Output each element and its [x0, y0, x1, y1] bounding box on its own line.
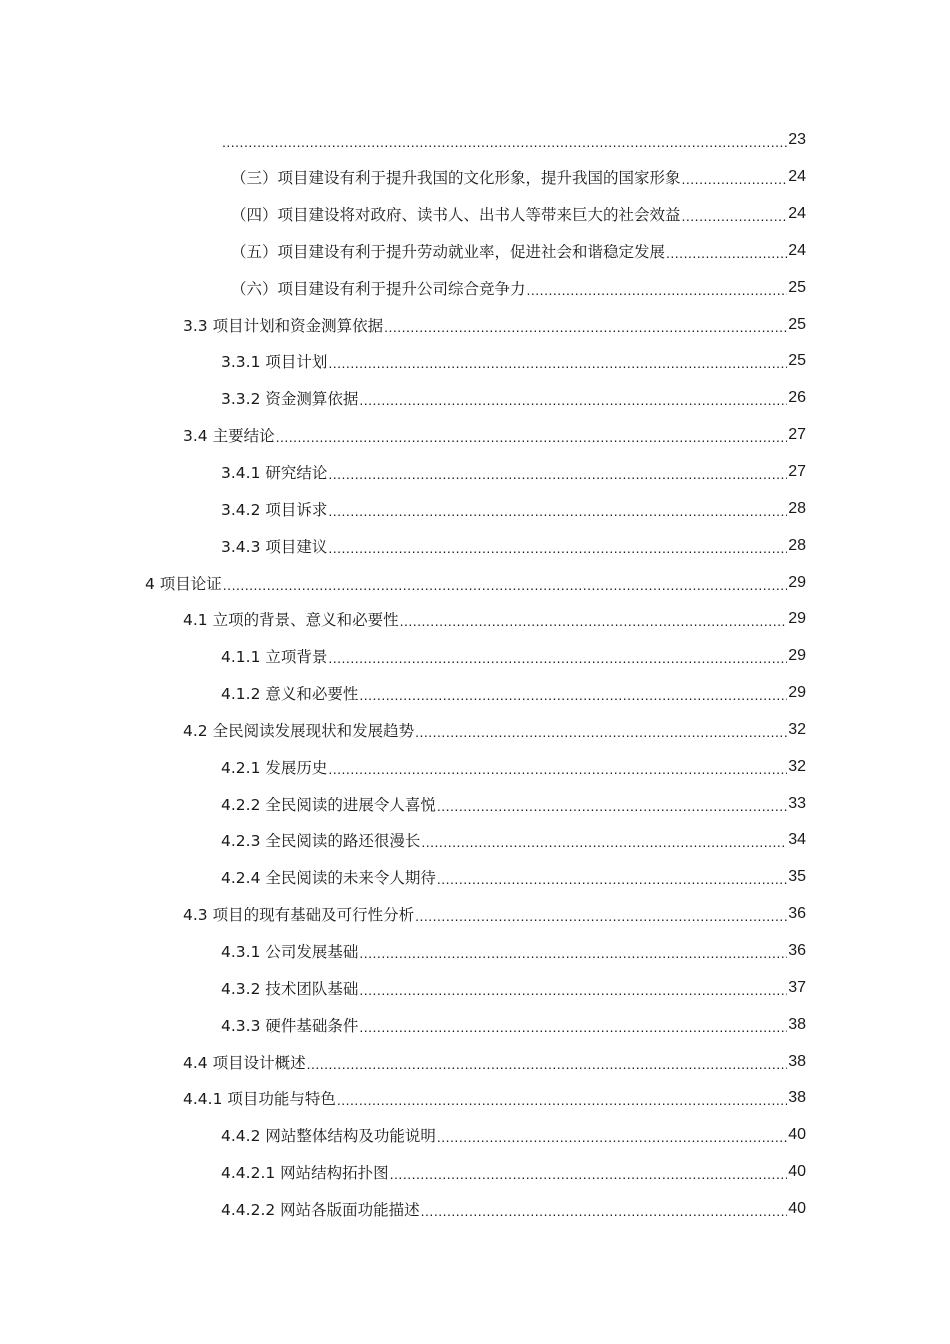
toc-page-number: 25 — [788, 352, 806, 370]
toc-entry[interactable] — [0, 122, 950, 159]
toc-entry-title: 4.1 立项的背景、意义和必要性 — [183, 611, 399, 630]
toc-dot-leader — [223, 577, 787, 593]
toc-entry-title: 4.1.1 立项背景 — [221, 648, 328, 667]
toc-entry[interactable] — [0, 896, 950, 933]
toc-entry-title: 4.4.2.2 网站各版面功能描述 — [221, 1200, 420, 1219]
toc-entry[interactable] — [0, 490, 950, 527]
toc-dot-leader — [421, 834, 787, 850]
toc-entry-title: 4.4.1 项目功能与特色 — [183, 1090, 336, 1109]
toc-dot-leader — [390, 1166, 787, 1182]
toc-page-number: 24 — [788, 168, 806, 186]
toc-dot-leader — [359, 687, 787, 703]
toc-dot-leader — [328, 355, 787, 371]
toc-page-number: 24 — [788, 241, 806, 259]
toc-entry-title: 3.3.1 项目计划 — [221, 353, 328, 372]
toc-entry[interactable] — [0, 933, 950, 970]
toc-page-number: 32 — [788, 720, 806, 738]
toc-page-number: 38 — [788, 1015, 806, 1033]
toc-dot-leader — [682, 171, 787, 187]
toc-entry[interactable] — [0, 822, 950, 859]
toc-entry-title: 3.4 主要结论 — [183, 427, 275, 446]
toc-dot-leader — [359, 945, 787, 961]
toc-dot-leader — [437, 1129, 787, 1145]
toc-entry[interactable] — [0, 233, 950, 270]
toc-dot-leader — [666, 245, 787, 261]
toc-dot-leader — [307, 1056, 787, 1072]
toc-page-number: 28 — [788, 536, 806, 554]
toc-entry[interactable] — [0, 527, 950, 564]
toc-entry-title: 4.2.4 全民阅读的未来令人期待 — [221, 869, 436, 888]
toc-page-number: 37 — [788, 978, 806, 996]
toc-page-number: 32 — [788, 757, 806, 775]
toc-page-number: 27 — [788, 463, 806, 481]
toc-page-number: 27 — [788, 426, 806, 444]
toc-entry-title: （三）项目建设有利于提升我国的文化形象，提升我国的国家形象 — [231, 169, 681, 188]
table-of-contents — [0, 122, 950, 1227]
toc-entry-title: 3.4.3 项目建议 — [221, 537, 328, 556]
toc-dot-leader — [415, 724, 787, 740]
toc-entry-title: 3.4.2 项目诉求 — [221, 500, 328, 519]
toc-page-number: 25 — [788, 315, 806, 333]
toc-entry[interactable] — [0, 1117, 950, 1154]
toc-page-number: 35 — [788, 868, 806, 886]
toc-entry[interactable] — [0, 638, 950, 675]
toc-entry-title: 4.4 项目设计概述 — [183, 1053, 306, 1072]
toc-page-number: 29 — [788, 684, 806, 702]
toc-dot-leader — [682, 208, 787, 224]
toc-page-number: 36 — [788, 941, 806, 959]
toc-entry[interactable] — [0, 1190, 950, 1227]
toc-dot-leader — [359, 982, 787, 998]
toc-entry[interactable] — [0, 1006, 950, 1043]
toc-entry-title: 4.3 项目的现有基础及可行性分析 — [183, 906, 415, 925]
toc-page-number: 25 — [788, 278, 806, 296]
toc-dot-leader — [437, 871, 787, 887]
toc-page-number: 40 — [788, 1163, 806, 1181]
toc-dot-leader — [222, 134, 787, 150]
toc-entry-title: 4.2.2 全民阅读的进展令人喜悦 — [221, 795, 436, 814]
toc-entry[interactable] — [0, 859, 950, 896]
toc-entry-title: 4.3.3 硬件基础条件 — [221, 1016, 359, 1035]
toc-entry-title: 3.3 项目计划和资金测算依据 — [183, 316, 384, 335]
toc-page-number: 38 — [788, 1089, 806, 1107]
toc-page-number: 24 — [788, 205, 806, 223]
toc-entry-title: 4.4.2 网站整体结构及功能说明 — [221, 1127, 436, 1146]
toc-page-number: 34 — [788, 831, 806, 849]
toc-entry[interactable] — [0, 454, 950, 491]
toc-entry[interactable] — [0, 417, 950, 454]
toc-entry-title: 4.3.2 技术团队基础 — [221, 979, 359, 998]
toc-dot-leader — [527, 282, 787, 298]
toc-entry-title: 4.2.3 全民阅读的路还很漫长 — [221, 832, 421, 851]
toc-entry-title: 4.4.2.1 网站结构拓扑图 — [221, 1164, 389, 1183]
toc-dot-leader — [328, 503, 787, 519]
toc-entry-title: 3.4.1 研究结论 — [221, 464, 328, 483]
toc-entry-title: 4 项目论证 — [145, 574, 222, 593]
toc-dot-leader — [328, 466, 787, 482]
toc-page-number: 29 — [788, 610, 806, 628]
toc-entry[interactable] — [0, 159, 950, 196]
toc-page-number: 38 — [788, 1052, 806, 1070]
toc-dot-leader — [421, 1203, 787, 1219]
toc-dot-leader — [328, 540, 787, 556]
toc-dot-leader — [437, 798, 787, 814]
toc-entry[interactable] — [0, 785, 950, 822]
toc-page-number: 28 — [788, 499, 806, 517]
toc-entry[interactable] — [0, 712, 950, 749]
toc-entry[interactable] — [0, 343, 950, 380]
toc-entry[interactable] — [0, 601, 950, 638]
toc-entry[interactable] — [0, 564, 950, 601]
toc-page-number: 36 — [788, 905, 806, 923]
toc-page-number: 40 — [788, 1199, 806, 1217]
toc-page-number: 23 — [788, 131, 806, 149]
toc-entry[interactable] — [0, 196, 950, 233]
toc-entry[interactable] — [0, 306, 950, 343]
toc-page-number: 33 — [788, 794, 806, 812]
toc-page-number: 29 — [788, 573, 806, 591]
toc-entry[interactable] — [0, 269, 950, 306]
toc-dot-leader — [359, 1019, 787, 1035]
toc-entry-title: （五）项目建设有利于提升劳动就业率，促进社会和谐稳定发展 — [231, 242, 666, 261]
toc-dot-leader — [276, 429, 787, 445]
toc-entry-title: 4.2.1 发展历史 — [221, 758, 328, 777]
toc-dot-leader — [400, 613, 787, 629]
toc-entry-title: 3.3.2 资金测算依据 — [221, 390, 359, 409]
toc-entry[interactable] — [0, 748, 950, 785]
toc-dot-leader — [337, 1092, 787, 1108]
toc-entry[interactable] — [0, 1080, 950, 1117]
toc-entry-title: （六）项目建设有利于提升公司综合竞争力 — [231, 279, 526, 298]
toc-page-number: 29 — [788, 647, 806, 665]
toc-dot-leader — [328, 650, 787, 666]
toc-entry-title: （四）项目建设将对政府、读书人、出书人等带来巨大的社会效益 — [231, 206, 681, 225]
toc-entry[interactable] — [0, 1043, 950, 1080]
toc-dot-leader — [384, 319, 787, 335]
toc-page-number: 26 — [788, 389, 806, 407]
toc-entry-title: 4.2 全民阅读发展现状和发展趋势 — [183, 721, 415, 740]
toc-dot-leader — [415, 908, 787, 924]
toc-entry[interactable] — [0, 380, 950, 417]
toc-entry-title: 4.3.1 公司发展基础 — [221, 942, 359, 961]
toc-entry[interactable] — [0, 1154, 950, 1191]
toc-dot-leader — [359, 392, 787, 408]
toc-entry[interactable] — [0, 969, 950, 1006]
toc-dot-leader — [328, 761, 787, 777]
toc-page-number: 40 — [788, 1126, 806, 1144]
toc-entry[interactable] — [0, 675, 950, 712]
toc-entry-title: 4.1.2 意义和必要性 — [221, 685, 359, 704]
